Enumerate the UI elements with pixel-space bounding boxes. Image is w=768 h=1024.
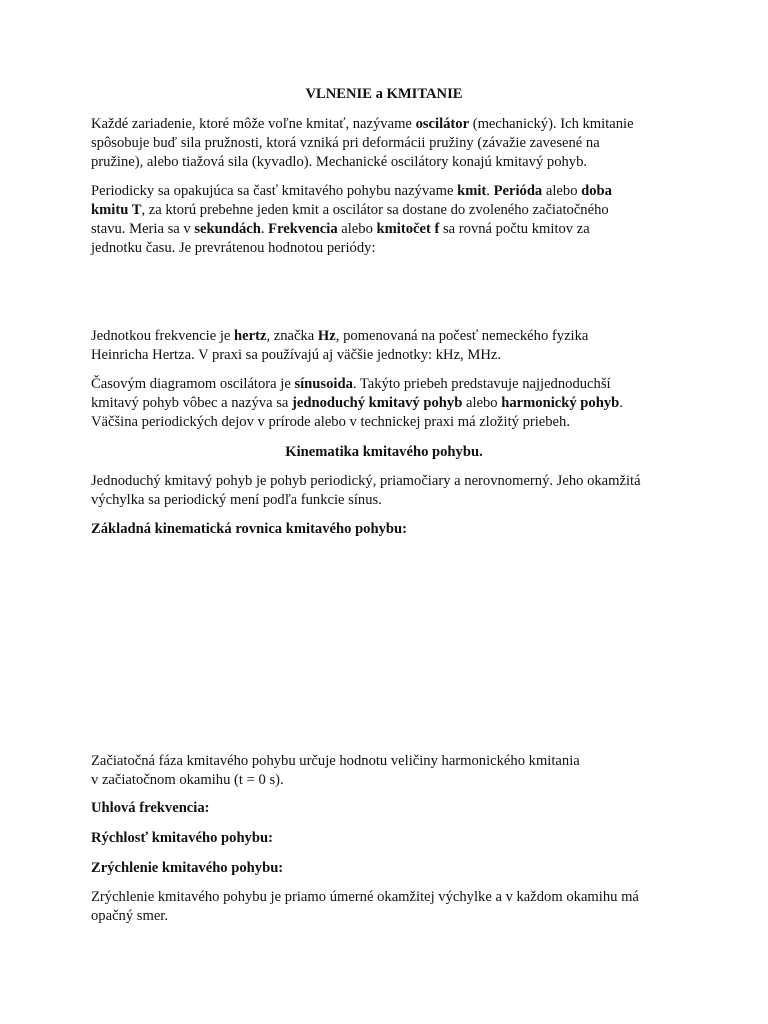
paragraph-acceleration bbox=[91, 888, 691, 926]
text-line: kmitu T, za ktorú prebehne jeden kmit a oscilátor sa dostane do zvoleného začiatočného bbox=[91, 202, 609, 218]
text-line: Väčšina periodických dejov v prírode alebo v technickej praxi má zložitý priebeh. bbox=[91, 414, 570, 430]
text-line: stavu. Meria sa v sekundách. Frekvencia alebo kmitočet f sa rovná počtu kmitov za bbox=[91, 221, 590, 237]
text-line: v začiatočnom okamihu (t = 0 s). bbox=[91, 772, 284, 788]
paragraph-initial-phase bbox=[91, 752, 691, 790]
paragraph-hertz bbox=[91, 327, 691, 365]
document-title: VLNENIE a KMITANIE bbox=[305, 86, 463, 102]
paragraph-period-frequency bbox=[91, 182, 691, 258]
text-line: pružine), alebo tiažová sila (kyvadlo). Mechanické oscilátory konajú kmitavý pohyb. bbox=[91, 154, 588, 170]
text-line: Zrýchlenie kmitavého pohybu je priamo úmerné okamžitej výchylke a v každom okamihu má bbox=[91, 889, 639, 905]
paragraph-oscillator bbox=[91, 115, 691, 172]
heading-kinematic-equation: Základná kinematická rovnica kmitavého pohybu: bbox=[91, 521, 407, 537]
text-line: Každé zariadenie, ktoré môže voľne kmitať, nazývame oscilátor (mechanický). Ich kmitanie bbox=[91, 116, 634, 132]
text-line: Heinricha Hertza. V praxi sa používajú aj väčšie jednotky: kHz, MHz. bbox=[91, 347, 501, 363]
text-line: Jednotkou frekvencie je hertz, značka Hz, pomenovaná na počesť nemeckého fyzika bbox=[91, 328, 589, 344]
text-line: Časovým diagramom oscilátora je sínusoida. Takýto priebeh predstavuje najjednoduchší bbox=[91, 376, 611, 392]
section-subtitle: Kinematika kmitavého pohybu. bbox=[285, 444, 483, 460]
paragraph-sinusoid bbox=[91, 375, 691, 432]
paragraph-simple-motion bbox=[91, 472, 691, 510]
heading-angular-frequency: Uhlová frekvencia: bbox=[91, 800, 210, 816]
text-line: Periodicky sa opakujúca sa časť kmitavého pohybu nazývame kmit. Perióda alebo doba bbox=[91, 183, 612, 199]
text-line: jednotku času. Je prevrátenou hodnotou periódy: bbox=[91, 240, 376, 256]
text-line: Jednoduchý kmitavý pohyb je pohyb periodický, priamočiary a nerovnomerný. Jeho okamžitá bbox=[91, 473, 641, 489]
text-line: výchylka sa periodický mení podľa funkcie sínus. bbox=[91, 492, 382, 508]
heading-velocity: Rýchlosť kmitavého pohybu: bbox=[91, 830, 273, 846]
heading-acceleration: Zrýchlenie kmitavého pohybu: bbox=[91, 860, 284, 876]
text-line: Začiatočná fáza kmitavého pohybu určuje hodnotu veličiny harmonického kmitania bbox=[91, 753, 580, 769]
text-line: opačný smer. bbox=[91, 908, 169, 924]
text-line: kmitavý pohyb vôbec a nazýva sa jednoduchý kmitavý pohyb alebo harmonický pohyb. bbox=[91, 395, 623, 411]
text-line: spôsobuje buď sila pružnosti, ktorá vzniká pri deformácii pružiny (závažie zavesené na bbox=[91, 135, 600, 151]
